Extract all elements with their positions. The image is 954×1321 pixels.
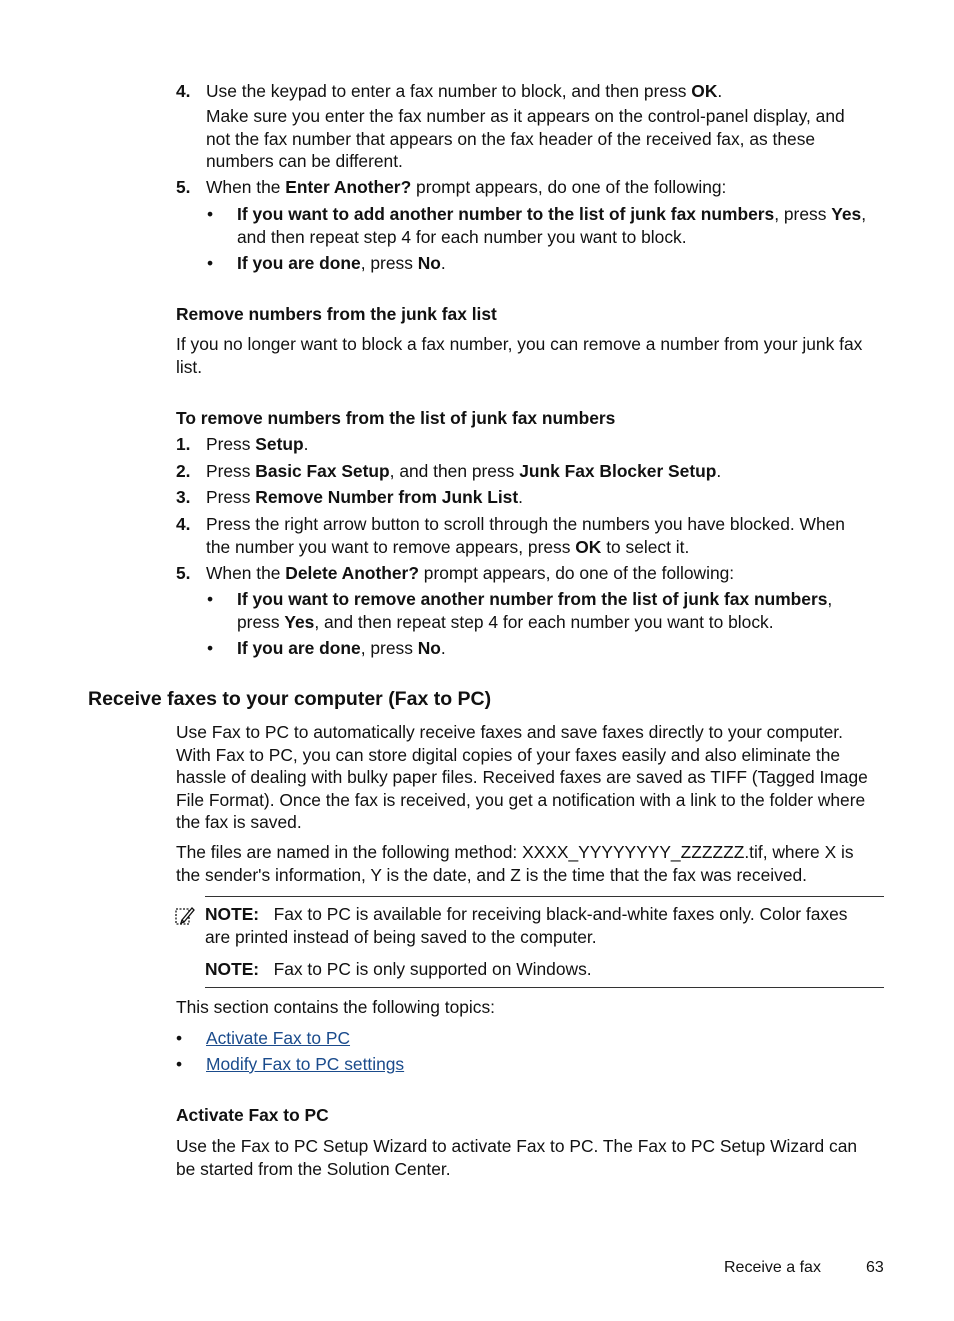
step-number: 1. — [176, 434, 191, 454]
bullet-mark: • — [207, 638, 214, 658]
bullet-text: If you are done, press No. — [237, 638, 446, 658]
procedure-heading: To remove numbers from the list of junk fax numbers — [176, 408, 616, 428]
topics-intro: This section contains the following topics: — [176, 997, 495, 1017]
bullet-mark: • — [207, 253, 214, 273]
step-paragraph: Make sure you enter the fax number as it appears on the control-panel display, and not the fax number that appears on the fax header of the received fax, as these numbers can be different. — [206, 106, 845, 172]
bullet-mark: • — [176, 1054, 183, 1074]
step-text: When the Delete Another? prompt appears, do one of the following: — [206, 563, 735, 583]
step-text: Press Remove Number from Junk List. — [206, 487, 523, 507]
section-paragraph: The files are named in the following method: XXXX_YYYYYYYY_ZZZZZZ.tif, where X is the sender's information, Y is the date, and Z is the time that the fax was received. — [176, 842, 854, 885]
section-heading: Remove numbers from the junk fax list — [176, 304, 497, 324]
section-paragraph: Use the Fax to PC Setup Wizard to activate Fax to PC. The Fax to PC Setup Wizard can be started from the Solution Center. — [176, 1136, 858, 1179]
chapter-heading: Receive faxes to your computer (Fax to PC) — [88, 688, 492, 710]
step-number: 5. — [176, 177, 191, 197]
step-text: Press Basic Fax Setup, and then press Junk Fax Blocker Setup. — [206, 461, 722, 481]
step-number: 4. — [176, 81, 191, 101]
bullet-text: If you want to remove another number from the list of junk fax numbers, press Yes, and then repeat step 4 for each number you want to block. — [237, 589, 833, 632]
step-number: 2. — [176, 461, 191, 481]
page-number: 63 — [866, 1259, 884, 1276]
step-number: 5. — [176, 563, 191, 583]
bullet-mark: • — [207, 589, 214, 609]
step-number: 3. — [176, 487, 191, 507]
step-number: 4. — [176, 514, 191, 534]
step-text: Press the right arrow button to scroll through the numbers you have blocked. When the number you want to remove appears, press OK to select it. — [206, 514, 845, 557]
section-paragraph: If you no longer want to block a fax number, you can remove a number from your junk fax list. — [176, 334, 863, 377]
note-text: NOTE: Fax to PC is available for receiving black-and-white faxes only. Color faxes are printed instead of being saved to the computer. — [205, 904, 848, 947]
subsection-heading: Activate Fax to PC — [176, 1105, 329, 1125]
footer-section-title: Receive a fax — [724, 1259, 821, 1276]
bullet-text: If you want to add another number to the list of junk fax numbers, press Yes, and then repeat step 4 for each number you want to block. — [237, 204, 867, 247]
section-paragraph: Use Fax to PC to automatically receive faxes and save faxes directly to your computer. With Fax to PC, you can store digital copies of your faxes easily and also eliminate the hassle of dealing with bulky paper files. Received faxes are saved as TIFF (Tagged Image File Format). Once the fax is received, you get a notification with a link to the folder where the fax is saved. — [176, 722, 868, 833]
note-bottom-rule — [205, 987, 884, 988]
note-pencil-icon — [174, 905, 196, 927]
note-text: NOTE: Fax to PC is only supported on Windows. — [205, 959, 592, 979]
bullet-text: If you are done, press No. — [237, 253, 446, 273]
step-text: When the Enter Another? prompt appears, do one of the following: — [206, 177, 727, 197]
step-text: Press Setup. — [206, 434, 309, 454]
bullet-mark: • — [176, 1028, 183, 1048]
topic-link-activate[interactable]: Activate Fax to PC — [206, 1028, 351, 1048]
topic-link-modify[interactable]: Modify Fax to PC settings — [206, 1054, 405, 1074]
bullet-mark: • — [207, 204, 214, 224]
step-text: Use the keypad to enter a fax number to block, and then press OK. — [206, 81, 723, 101]
note-top-rule — [205, 896, 884, 897]
